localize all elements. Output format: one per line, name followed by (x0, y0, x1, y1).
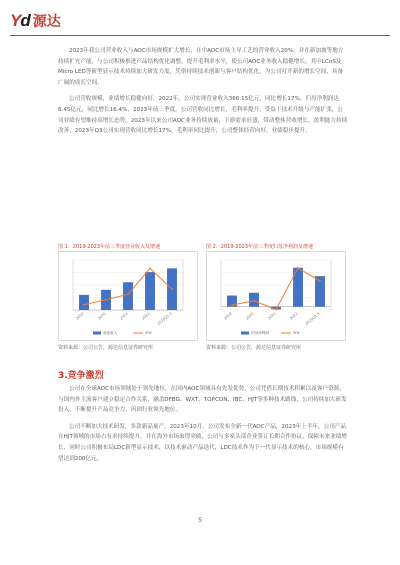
chart2-legend-bar-swatch (241, 332, 249, 335)
paragraph-2: 公司营收规模，业绩增长稳健向好，2022年，公司实现营业收入366.15亿元，同比增长17%，归母净利润达6.45亿元，同比增长16.4%，2023年前三季度，公司营收同比增长，毛利率提升，受益于技术升级与产能扩张，公司业绩有望维持高增长态势，2023年以来公司AOC业务持续放量，下游需求旺盛，带动整体营收增长，盈利能力持续改善，2023年Q3公司实现营收同比增长17%，毛利率同比提升，公司整体经营向好，业绩稳步提升。 (58, 96, 348, 135)
section-title: 3.竞争激烈 (58, 371, 104, 381)
chart2-legend-line-label: YOY (293, 331, 300, 335)
chart2-category-label: 2020 (245, 311, 255, 321)
chart1-category-label: 2020 (97, 311, 107, 321)
chart2-line-point (253, 300, 255, 302)
chart1-title: 图 1：2019-2023年前三季度营业收入及增速 (58, 244, 161, 250)
chart1-category-label: 2021 (119, 311, 129, 321)
chart1-legend-line-label: YOY (145, 331, 152, 335)
intro-paragraphs (58, 46, 348, 137)
chart1-frame (58, 251, 198, 341)
chart1-line-point (105, 299, 107, 301)
chart2-title: 图 2：2019-2023年前三季度归母净利润及增速 (206, 244, 314, 250)
chart2-category-label: 2022 (289, 311, 299, 321)
chart2-line-point (231, 304, 233, 306)
chart2-legend-bar-label: 归母净利润 (251, 331, 269, 335)
chart1-bar (79, 295, 89, 310)
chart1-category-label: 2023Q1-3 (156, 311, 173, 327)
chart1-category-label: 2019 (75, 311, 85, 321)
chart1-legend-bar-label: 营业收入 (103, 331, 118, 335)
page-number: 5 (198, 517, 202, 524)
body-paragraphs (58, 384, 348, 464)
chart2-category-label: 2023Q1-3 (304, 311, 321, 327)
chart2-category-label: 2021 (267, 311, 277, 321)
chart1-category-label: 2022 (141, 311, 151, 321)
chart1-svg (59, 252, 197, 340)
chart2-source: 资料来源：公司公告，源达信息证券研究所 (206, 345, 302, 351)
logo-mark: Yd (10, 11, 30, 30)
chart1-line-point (83, 304, 85, 306)
chart1-line-point (127, 293, 129, 295)
chart2-line-point (275, 309, 277, 311)
chart2-line-series (232, 268, 320, 310)
paragraph-3: 公司在全球AOC市场领域处于领先地位，在国内AOC领域具有先发优势，公司凭借长期技术积累以及客户资源，与国内外主流客户建立稳定合作关系，涵盖DFBG、WXT、TOPCON、IBC、HJT等多种技术路线，公司持续加大研发投入，不断提升产品竞争力，巩固行业领先地位。 (58, 386, 347, 414)
chart2-svg (207, 252, 345, 340)
chart1-legend-bar-swatch (93, 332, 101, 335)
paragraph-4: 公司不断加大技术研发，多款新品量产，2023年10月，公司发布全新一代AOC产品，2023年上半年，公司产品在HJT领域的市场占有率持续提升，并在海外市场取得突破，公司与多家头部企业签订长期合作协议，保障未来业绩增长，同时公司积极布局LDC新型显示技术，以技术驱动产品迭代，LDC技术作为下一代显示技术的核心，市场规模有望达到200亿元。 (58, 423, 347, 462)
chart1-bar (145, 272, 155, 310)
chart2-line-point (297, 267, 299, 269)
paragraph-1: 2023年我公司营业收入与AOC市场规模扩大增长，在中AOC市场主导工艺的营业收入20%，并在新加坡等地方持续扩充产能，与公司积极推进产品结构优化调整，提升毛利率水平，使公司AOC业务收入稳健增长，其中LCoS及Micro LED等新型显示技术持续加大研发力度，凭借持续技术创新与客户结构优化，为公司打开新的增长空间，具备广阔的成长空间。 (58, 48, 344, 86)
chart1-bar (123, 282, 133, 310)
chart1-line-point (171, 288, 173, 290)
chart2-category-label: 2019 (223, 311, 233, 321)
chart2-line-point (319, 280, 321, 282)
chart1-line-point (149, 267, 151, 269)
logo-text: 源达 (32, 14, 61, 30)
chart1-source: 资料来源：公司公告，源达信息证券研究所 (58, 345, 154, 351)
header-logo (10, 10, 61, 32)
chart2-bar (249, 293, 259, 307)
chart2-frame (206, 251, 346, 341)
header-divider (10, 35, 390, 36)
